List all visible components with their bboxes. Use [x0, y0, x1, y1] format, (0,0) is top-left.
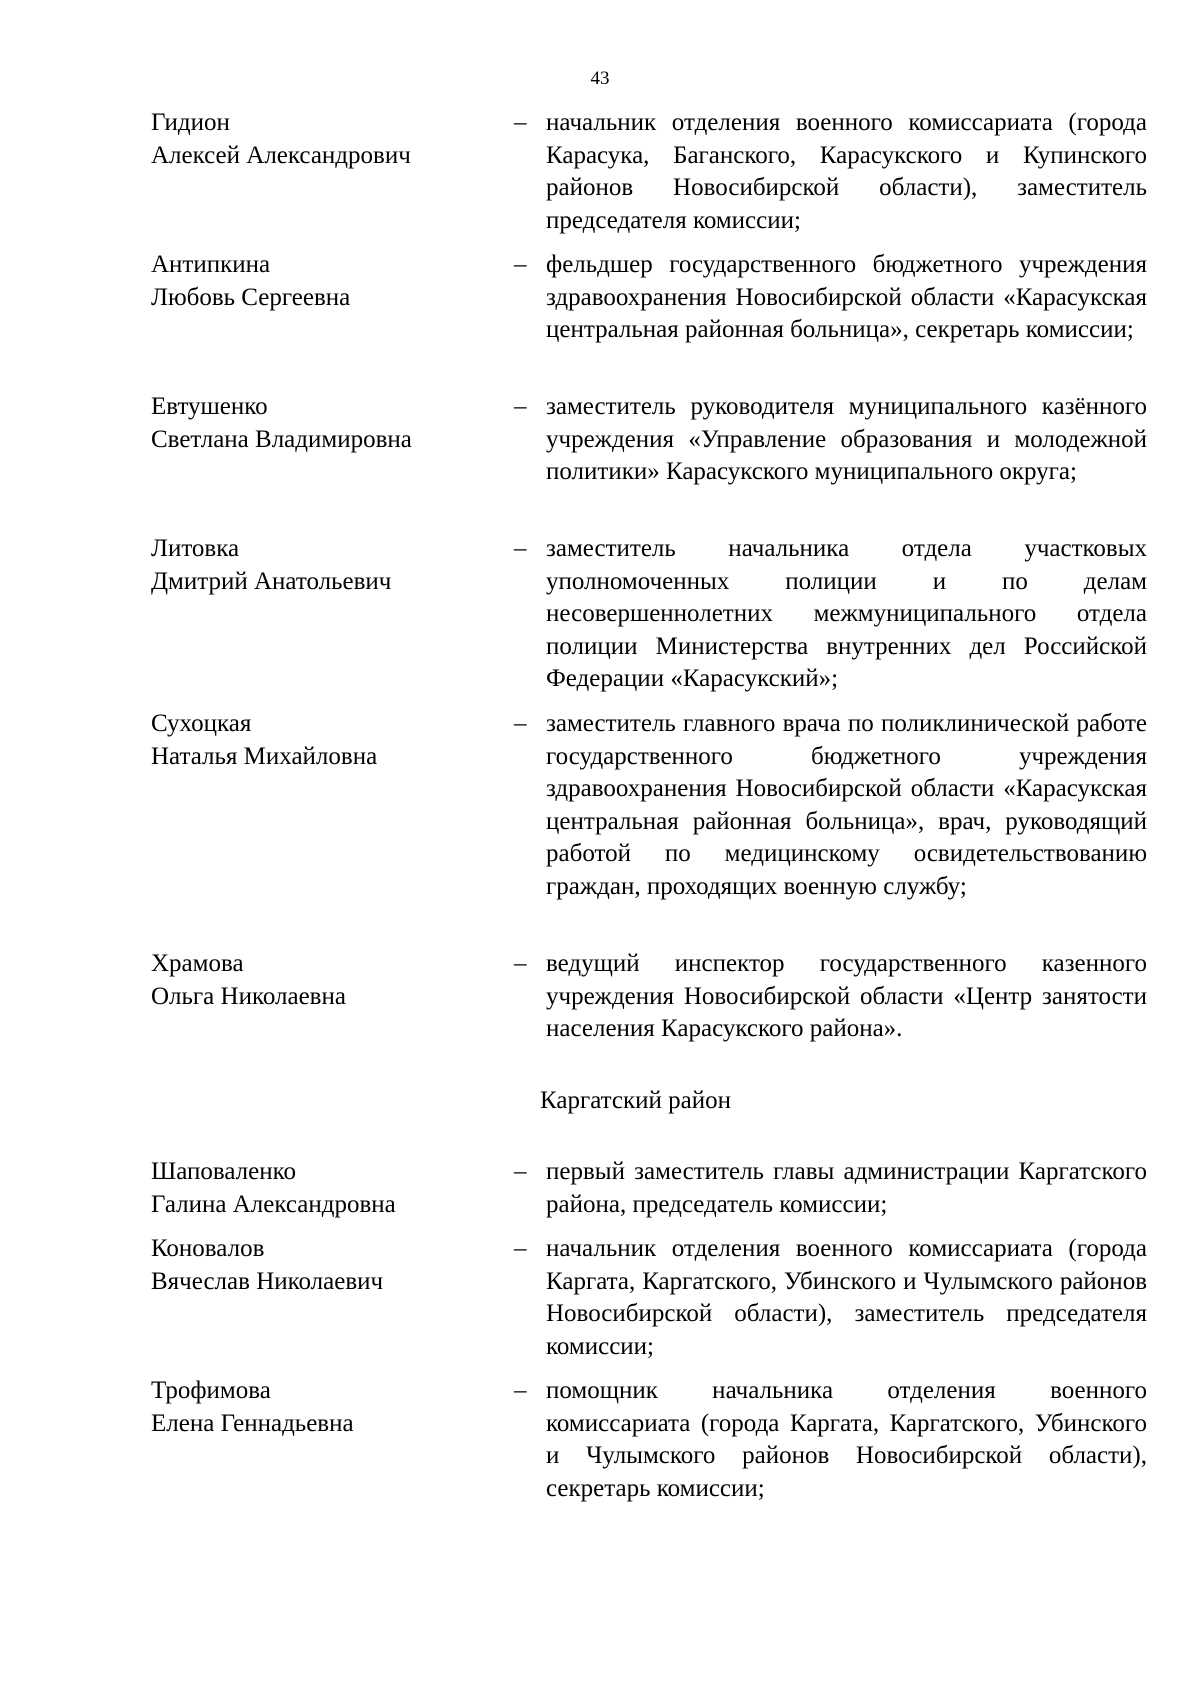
member-given-names: Алексей Александрович	[151, 141, 411, 169]
member-given-names: Ольга Николаевна	[151, 982, 346, 1010]
member-given-names: Светлана Владимировна	[151, 425, 412, 453]
member-description: заместитель главного врача по поликлинической работе государственного бюджетного учреждения здравоохранения Новосибирской области «Карасукская центральная районная больница», врач, руководящий работой по медицинскому освидетельствованию граждан, проходящих военную службу;	[546, 710, 1147, 900]
dash-separator: –	[514, 950, 527, 977]
member-name	[151, 708, 481, 773]
member-name	[151, 948, 481, 1013]
dash-separator: –	[514, 109, 527, 136]
member-name	[151, 533, 481, 598]
member-description: первый заместитель главы администрации Каргатского района, председатель комиссии;	[546, 1158, 1147, 1218]
member-description: ведущий инспектор государственного казенного учреждения Новосибирской области «Центр занятости населения Карасукского района».	[546, 950, 1147, 1042]
section-heading: Каргатский район	[540, 1087, 731, 1114]
member-description: помощник начальника отделения военного комиссариата (города Каргата, Каргатского, Убинского и Чулымского районов Новосибирской области), секретарь комиссии;	[546, 1377, 1147, 1502]
member-given-names: Любовь Сергеевна	[151, 283, 351, 311]
dash-separator: –	[514, 393, 527, 420]
member-given-names: Дмитрий Анатольевич	[151, 567, 392, 595]
member-description: заместитель начальника отдела участковых уполномоченных полиции и по делам несовершеннолетних межмуниципального отдела полиции Министерства внутренних дел Российской Федерации «Карасукский»;	[546, 535, 1147, 692]
member-name	[151, 391, 481, 456]
dash-separator: –	[514, 535, 527, 562]
member-name	[151, 107, 481, 172]
member-name	[151, 1375, 481, 1440]
member-description: начальник отделения военного комиссариата (города Карасука, Баганского, Карасукского и Купинского районов Новосибирской области), заместитель председателя комиссии;	[546, 109, 1147, 234]
member-description: начальник отделения военного комиссариата (города Каргата, Каргатского, Убинского и Чулымского районов Новосибирской области), заместитель председателя комиссии;	[546, 1235, 1147, 1360]
page-number: 43	[590, 68, 610, 89]
member-surname: Евтушенко	[151, 393, 268, 420]
member-given-names: Елена Геннадьевна	[151, 1409, 354, 1437]
member-description: фельдшер государственного бюджетного учреждения здравоохранения Новосибирской области «Карасукская центральная районная больница», секретарь комиссии;	[546, 251, 1147, 343]
member-surname: Гидион	[151, 109, 230, 136]
dash-separator: –	[514, 1158, 527, 1185]
member-name	[151, 1156, 481, 1221]
member-given-names: Галина Александровна	[151, 1190, 396, 1218]
member-surname: Антипкина	[151, 251, 271, 278]
member-description: заместитель руководителя муниципального казённого учреждения «Управление образования и молодежной политики» Карасукского муниципального округа;	[546, 393, 1147, 485]
dash-separator: –	[514, 710, 527, 737]
dash-separator: –	[514, 1377, 527, 1404]
member-given-names: Наталья Михайловна	[151, 742, 378, 770]
member-surname: Сухоцкая	[151, 710, 252, 737]
dash-separator: –	[514, 1235, 527, 1262]
member-surname: Трофимова	[151, 1377, 271, 1404]
dash-separator: –	[514, 251, 527, 278]
member-name	[151, 249, 481, 314]
member-surname: Литовка	[151, 535, 240, 562]
member-surname: Коновалов	[151, 1235, 265, 1262]
member-name	[151, 1233, 481, 1298]
member-surname: Шаповаленко	[151, 1158, 296, 1185]
member-surname: Храмова	[151, 950, 244, 977]
member-given-names: Вячеслав Николаевич	[151, 1267, 384, 1295]
